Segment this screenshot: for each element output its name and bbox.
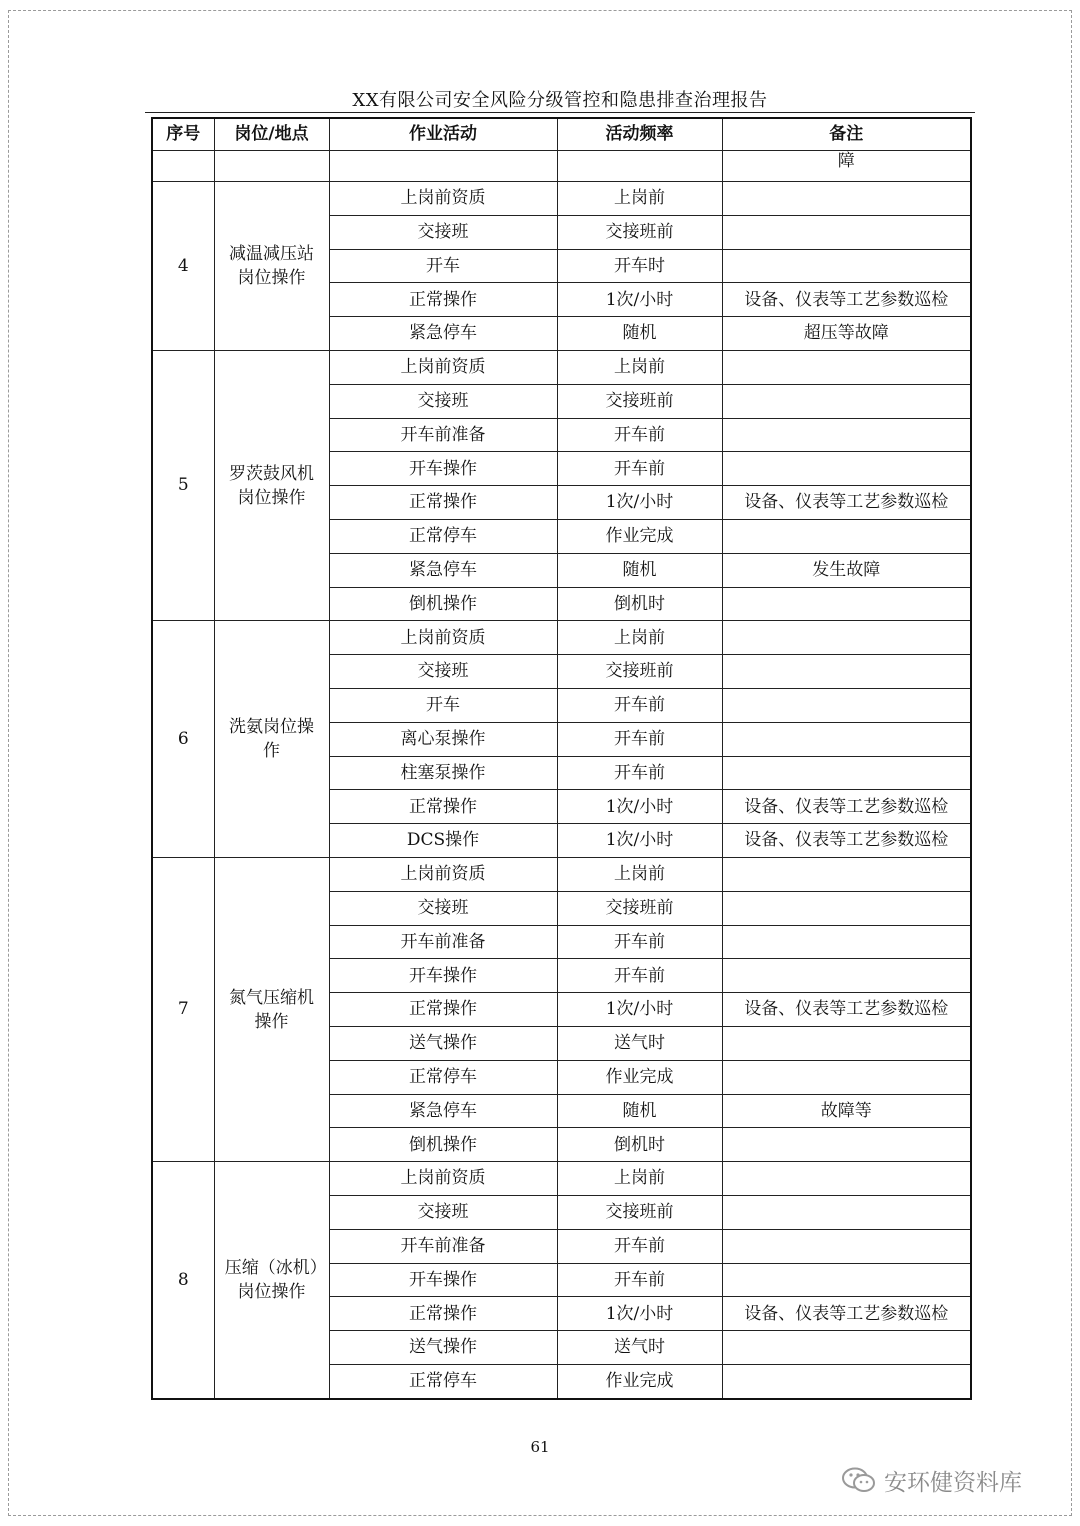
note-cell [722,1263,971,1297]
note-cell [722,722,971,756]
note-cell [722,1364,971,1398]
activity-cell: 紧急停车 [329,1094,557,1128]
note-cell [722,384,971,418]
table-row [152,182,971,216]
table-header-row [152,118,971,151]
table-cell [557,151,722,182]
note-cell [722,857,971,891]
group-location-text: 洗氨岗位操作 [229,717,314,762]
wechat-icon [840,1465,878,1495]
frequency-cell: 随机 [557,317,722,351]
activity-cell: 开车操作 [329,1263,557,1297]
report-header-title: XX有限公司安全风险分级管控和隐患排查治理报告 [352,90,768,111]
frequency-cell: 1次/小时 [557,1297,722,1331]
note-cell [722,249,971,283]
frequency-cell: 交接班前 [557,384,722,418]
note-cell [722,350,971,384]
group-seq-cell: 8 [152,1162,214,1399]
frequency-cell: 送气时 [557,1331,722,1365]
activity-cell: 开车 [329,249,557,283]
activity-cell: 正常操作 [329,1297,557,1331]
frequency-cell: 随机 [557,553,722,587]
frequency-cell: 倒机时 [557,1128,722,1162]
frequency-cell: 作业完成 [557,1364,722,1398]
frequency-cell: 1次/小时 [557,283,722,317]
activity-cell: 正常停车 [329,519,557,553]
group-location-cell [214,1162,329,1399]
activity-cell: 倒机操作 [329,587,557,621]
activity-cell: 交接班 [329,655,557,689]
note-cell [722,182,971,216]
column-header-seq: 序号 [152,118,214,151]
note-cell [722,1026,971,1060]
frequency-cell: 开车前 [557,756,722,790]
page-number: 61 [530,1438,550,1456]
table-cell [214,151,329,182]
column-header-activity: 作业活动 [329,118,557,151]
note-cell [722,1128,971,1162]
risk-activity-table [151,117,972,1400]
frequency-cell: 上岗前 [557,350,722,384]
note-cell [722,215,971,249]
frequency-cell: 开车前 [557,418,722,452]
note-cell: 超压等故障 [722,317,971,351]
note-cell: 设备、仪表等工艺参数巡检 [722,824,971,858]
group-seq-cell: 7 [152,857,214,1161]
frequency-cell: 1次/小时 [557,993,722,1027]
frequency-cell: 上岗前 [557,857,722,891]
activity-cell: 交接班 [329,384,557,418]
activity-cell: 开车前准备 [329,1229,557,1263]
frequency-cell: 上岗前 [557,182,722,216]
frequency-cell: 开车前 [557,959,722,993]
activity-cell: 上岗前资质 [329,1162,557,1196]
activity-cell: 上岗前资质 [329,621,557,655]
group-location-text: 减温减压站岗位操作 [229,243,314,288]
frequency-cell: 作业完成 [557,1060,722,1094]
activity-cell: DCS操作 [329,824,557,858]
note-cell [722,688,971,722]
activity-cell: 开车前准备 [329,418,557,452]
note-cell: 设备、仪表等工艺参数巡检 [722,283,971,317]
activity-cell: 上岗前资质 [329,350,557,384]
activity-cell: 交接班 [329,1195,557,1229]
frequency-cell: 开车前 [557,1263,722,1297]
frequency-cell: 倒机时 [557,587,722,621]
note-cell [722,891,971,925]
frequency-cell: 开车前 [557,925,722,959]
frequency-cell: 1次/小时 [557,486,722,520]
table-row [152,1162,971,1196]
note-cell: 设备、仪表等工艺参数巡检 [722,486,971,520]
frequency-cell: 随机 [557,1094,722,1128]
note-cell [722,655,971,689]
frequency-cell: 上岗前 [557,621,722,655]
group-seq-cell: 5 [152,350,214,620]
frequency-cell: 开车时 [557,249,722,283]
activity-cell: 正常停车 [329,1364,557,1398]
activity-cell: 送气操作 [329,1026,557,1060]
activity-cell: 上岗前资质 [329,182,557,216]
frequency-cell: 开车前 [557,688,722,722]
group-seq-cell: 4 [152,182,214,351]
table-row [152,621,971,655]
table-cell [152,151,214,182]
frequency-cell: 送气时 [557,1026,722,1060]
group-location-cell [214,857,329,1161]
note-cell [722,959,971,993]
frequency-cell: 交接班前 [557,1195,722,1229]
group-location-text: 压缩（冰机）岗位操作 [224,1257,319,1302]
note-cell: 设备、仪表等工艺参数巡检 [722,993,971,1027]
header-rule [145,112,975,113]
group-seq-cell: 6 [152,621,214,858]
activity-cell: 离心泵操作 [329,722,557,756]
group-location-cell [214,350,329,620]
column-header-note: 备注 [722,118,971,151]
activity-cell: 送气操作 [329,1331,557,1365]
column-header-frequency: 活动频率 [557,118,722,151]
note-cell [722,925,971,959]
note-cell [722,756,971,790]
frequency-cell: 交接班前 [557,655,722,689]
activity-cell: 正常操作 [329,790,557,824]
activity-cell: 倒机操作 [329,1128,557,1162]
frequency-cell: 开车前 [557,452,722,486]
activity-cell: 开车前准备 [329,925,557,959]
continued-row [152,151,971,182]
frequency-cell: 1次/小时 [557,824,722,858]
frequency-cell: 作业完成 [557,519,722,553]
table-cell [329,151,557,182]
activity-cell: 开车操作 [329,452,557,486]
note-cell [722,1195,971,1229]
continued-note-cell: 障 [722,151,971,182]
activity-cell: 正常停车 [329,1060,557,1094]
note-cell: 设备、仪表等工艺参数巡检 [722,790,971,824]
group-location-text: 氮气压缩机操作 [229,987,314,1032]
note-cell [722,452,971,486]
note-cell [722,1060,971,1094]
activity-cell: 上岗前资质 [329,857,557,891]
frequency-cell: 上岗前 [557,1162,722,1196]
note-cell [722,1229,971,1263]
note-cell [722,418,971,452]
table-row [152,857,971,891]
note-cell: 故障等 [722,1094,971,1128]
frequency-cell: 交接班前 [557,891,722,925]
activity-cell: 正常操作 [329,283,557,317]
activity-cell: 开车操作 [329,959,557,993]
frequency-cell: 开车前 [557,1229,722,1263]
frequency-cell: 交接班前 [557,215,722,249]
watermark [840,1460,1022,1500]
watermark-text: 安环健资料库 [884,1469,1022,1496]
table-row [152,350,971,384]
group-location-cell [214,621,329,858]
activity-cell: 正常操作 [329,993,557,1027]
note-cell: 设备、仪表等工艺参数巡检 [722,1297,971,1331]
note-cell: 发生故障 [722,553,971,587]
frequency-cell: 1次/小时 [557,790,722,824]
activity-cell: 紧急停车 [329,317,557,351]
frequency-cell: 开车前 [557,722,722,756]
activity-cell: 正常操作 [329,486,557,520]
group-location-cell [214,182,329,351]
note-cell [722,1331,971,1365]
note-cell [722,587,971,621]
note-cell [722,621,971,655]
activity-cell: 紧急停车 [329,553,557,587]
activity-cell: 交接班 [329,215,557,249]
note-cell [722,519,971,553]
group-location-text: 罗茨鼓风机岗位操作 [229,463,314,508]
activity-cell: 交接班 [329,891,557,925]
note-cell [722,1162,971,1196]
activity-cell: 柱塞泵操作 [329,756,557,790]
activity-cell: 开车 [329,688,557,722]
column-header-location: 岗位/地点 [214,118,329,151]
